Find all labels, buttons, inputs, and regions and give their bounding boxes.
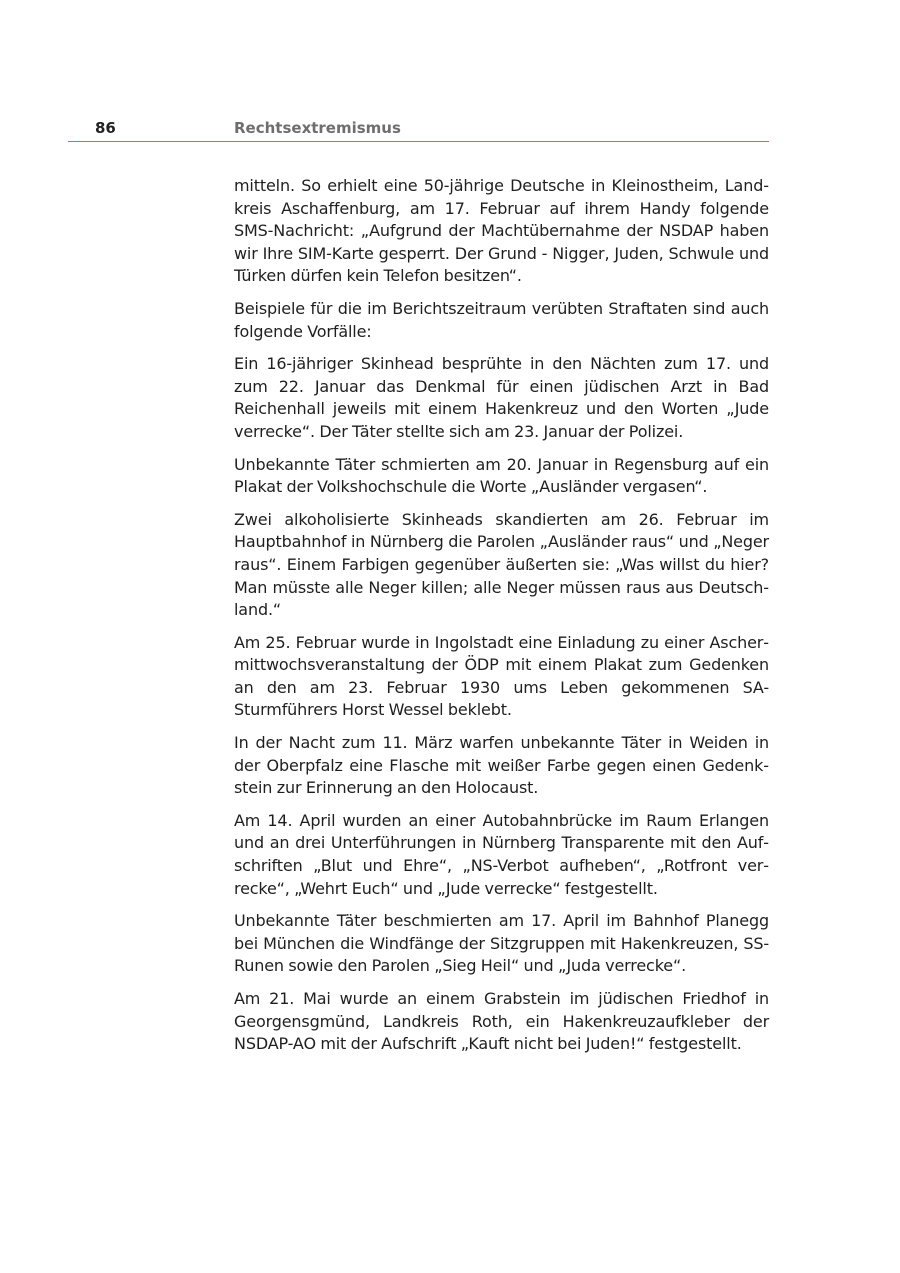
paragraph-planegg: Unbekannte Täter beschmierten am 17. April im Bahnhof Planegg bei München die Windfänge der Sitzgruppen mit Hakenkreuzen, SS-Runen sowie den Parolen „Sieg Heil“ und „Juda verrecke“. — [234, 911, 769, 976]
section-title: Rechtsextremismus — [234, 119, 401, 137]
running-head — [68, 117, 769, 142]
body-text — [234, 175, 769, 1066]
paragraph-nuernberg-station: Zwei alkoholisierte Skinheads skandierten am 26. Februar im Hauptbahnhof in Nürnberg die Parolen „Ausländer raus“ und „Neger raus“. Einem Farbigen gegenüber äußerten sie: „Was willst du hier? Man müsste alle Neger killen; alle Neger müssen raus aus Deutschland.“ — [234, 509, 769, 620]
paragraph-sms-message: mitteln. So erhielt eine 50-jährige Deutsche in Kleinostheim, Landkreis Aschaffenburg, am 17. Februar auf ihrem Handy folgende SMS-Nachricht: „Aufgrund der Machtübernahme der NSDAP haben wir Ihre SIM-Karte gesperrt. Der Grund - Nigger, Juden, Schwule und Türken dürfen kein Telefon besitzen“. — [234, 176, 769, 286]
paragraph-georgensgmuend: Am 21. Mai wurde an einem Grabstein im jüdischen Friedhof in Georgensgmünd, Landkreis Roth, ein Hakenkreuzaufkleber der NSDAP-AO mit der Aufschrift „Kauft nicht bei Juden!“ festgestellt. — [234, 989, 769, 1054]
page-number: 86 — [95, 119, 116, 137]
paragraph-regensburg: Unbekannte Täter schmierten am 20. Januar in Regensburg auf ein Plakat der Volkshochschule die Worte „Ausländer vergasen“. — [234, 454, 769, 497]
paragraph-bad-reichenhall: Ein 16-jähriger Skinhead besprühte in den Nächten zum 17. und zum 22. Januar das Denkmal für einen jüdischen Arzt in Bad Reichenhall jeweils mit einem Hakenkreuz und den Worten „Jude verrecke“. Der Täter stellte sich am 23. Januar der Polizei. — [234, 354, 769, 441]
paragraph-erlangen: Am 14. April wurden an einer Autobahnbrücke im Raum Erlangen und an drei Unterführungen in Nürnberg Transparente mit den Aufschriften „Blut und Ehre“, „NS-Verbot aufheben“, „Rotfront verrecke“, „Wehrt Euch“ und „Jude verrecke“ festgestellt. — [234, 810, 769, 898]
paragraph-ingolstadt: Am 25. Februar wurde in Ingolstadt eine Einladung zu einer Aschermittwochsveranstaltung der ÖDP mit einem Plakat zum Gedenken an den am 23. Februar 1930 ums Leben gekommenen SA-Sturmführers Horst Wessel beklebt. — [234, 632, 769, 720]
paragraph-weiden: In der Nacht zum 11. März warfen unbekannte Täter in Weiden in der Oberpfalz eine Flasche mit weißer Farbe gegen einen Gedenkstein zur Erinnerung an den Holocaust. — [234, 733, 769, 798]
paragraph-examples-intro: Beispiele für die im Berichtszeitraum verübten Straftaten sind auch folgende Vorfälle: — [234, 298, 769, 341]
